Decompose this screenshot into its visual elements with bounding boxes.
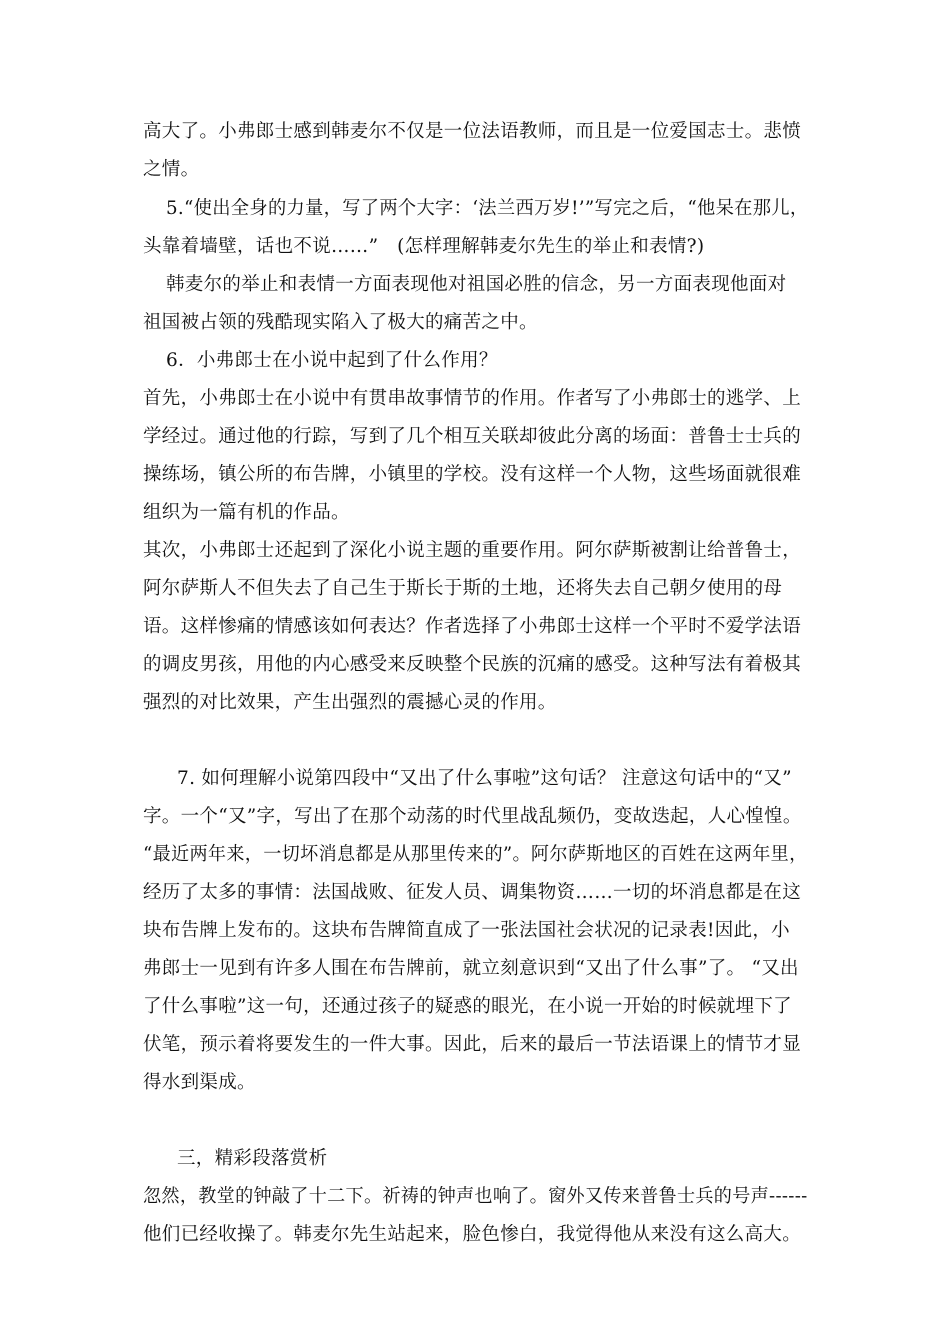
answer-7-line: 弗郎士一见到有许多人围在布告牌前，就立刻意识到“又出了什么事”了。 “又出 <box>143 958 799 979</box>
answer-6-line: 首先，小弗郎士在小说中有贯串故事情节的作用。作者写了小弗郎士的逃学、上 <box>143 388 802 409</box>
section-heading: 三，精彩段落赏析 <box>177 1148 328 1169</box>
answer-6-line: 强烈的对比效果，产生出强烈的震撼心灵的作用。 <box>143 692 557 713</box>
answer-5-line: 韩麦尔的举止和表情一方面表现他对祖国必胜的信念，另一方面表现他面对 <box>166 274 787 295</box>
text-line: 高大了。小弗郎士感到韩麦尔不仅是一位法语教师，而且是一位爱国志士。悲愤 <box>143 121 802 142</box>
question-5-line: 头靠着墙壁，话也不说……” (怎样理解韩麦尔先生的举止和表情?) <box>143 236 705 257</box>
answer-6-line: 学经过。通过他的行踪，写到了几个相互关联却彼此分离的场面：普鲁士士兵的 <box>143 426 802 447</box>
answer-6-line: 组织为一篇有机的作品。 <box>143 502 350 523</box>
answer-7-line: 经历了太多的事情：法国战败、征发人员、调集物资……一切的坏消息都是在这 <box>143 882 802 903</box>
answer-6-line: 语。这样惨痛的情感该如何表达？作者选择了小弗郎士这样一个平时不爱学法语 <box>143 616 802 637</box>
question-7-line: 7. 如何理解小说第四段中“又出了什么事啦”这句话？ 注意这句话中的“又” <box>177 768 792 789</box>
question-6-heading: 6．小弗郎士在小说中起到了什么作用？ <box>166 350 498 371</box>
answer-7-line: 得水到渠成。 <box>143 1072 256 1093</box>
answer-7-line: 块布告牌上发布的。这块布告牌简直成了一张法国社会状况的记录表!因此，小 <box>143 920 790 941</box>
question-5-line: 5.“使出全身的力量，写了两个大字：‘法兰西万岁!’”写完之后，“他呆在那儿， <box>166 198 809 219</box>
answer-6-line: 操练场，镇公所的布告牌，小镇里的学校。没有这样一个人物，这些场面就很难 <box>143 464 802 485</box>
excerpt-line: 忽然，教堂的钟敲了十二下。祈祷的钟声也响了。窗外又传来普鲁士兵的号声------ <box>143 1186 808 1207</box>
answer-5-line: 祖国被占领的残酷现实陷入了极大的痛苦之中。 <box>143 312 538 333</box>
answer-7-line: 伏笔，预示着将要发生的一件大事。因此，后来的最后一节法语课上的情节才显 <box>143 1034 802 1055</box>
answer-7-line: “最近两年来，一切坏消息都是从那里传来的”。阿尔萨斯地区的百姓在这两年里， <box>143 844 808 865</box>
answer-6-line: 的调皮男孩，用他的内心感受来反映整个民族的沉痛的感受。这种写法有着极其 <box>143 654 802 675</box>
answer-6-line: 阿尔萨斯人不但失去了自己生于斯长于斯的土地，还将失去自己朝夕使用的母 <box>143 578 783 599</box>
text-line: 之情。 <box>143 159 200 180</box>
answer-6-line: 其次，小弗郎士还起到了深化小说主题的重要作用。阿尔萨斯被割让给普鲁士， <box>143 540 802 561</box>
answer-7-line: 字。一个“又”字，写出了在那个动荡的时代里战乱频仍，变故迭起，人心惶惶。 <box>143 806 802 827</box>
answer-7-line: 了什么事啦”这一句，还通过孩子的疑惑的眼光，在小说一开始的时候就埋下了 <box>143 996 792 1017</box>
excerpt-line: 他们已经收操了。韩麦尔先生站起来，脸色惨白，我觉得他从来没有这么高大。 <box>143 1224 802 1245</box>
